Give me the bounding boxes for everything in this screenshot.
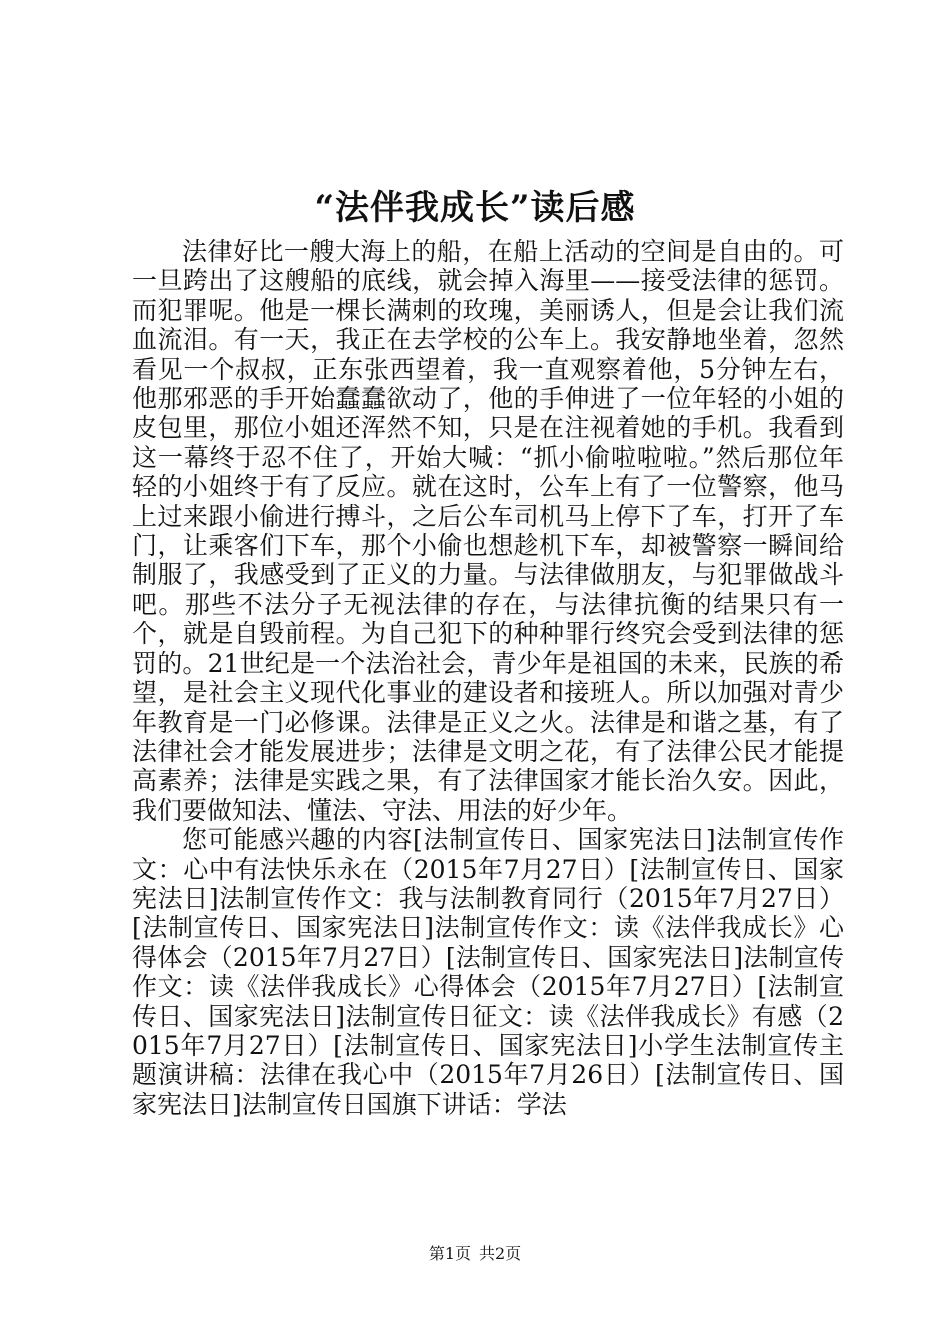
- page-number: 第1页: [428, 1244, 471, 1263]
- document-body: [132, 237, 844, 1119]
- page-footer: [0, 1243, 950, 1265]
- page-total: 共2页: [479, 1244, 522, 1263]
- document-title: “法伴我成长”读后感: [314, 188, 636, 228]
- body-paragraph: 法律好比一艘大海上的船，在船上活动的空间是自由的。可一旦跨出了这艘船的底线，就会掉入海里——接受法律的惩罚。而犯罪呢。他是一棵长满刺的玫瑰，美丽诱人，但是会让我们流血流泪。有一天，我正在去学校的公车上。我安静地坐着，忽然看见一个叔叔，正东张西望着，我一直观察着他，5分钟左右，他那邪恶的手开始蠢蠢欲动了，他的手伸进了一位年轻的小姐的皮包里，那位小姐还浑然不知，只是在注视着她的手机。我看到这一幕终于忍不住了，开始大喊：“抓小偷啦啦啦。”然后那位年轻的小姐终于有了反应。就在这时，公车上有了一位警察，他马上过来跟小偷进行搏斗，之后公车司机马上停下了车，打开了车门，让乘客们下车，那个小偷也想趁机下车，却被警察一瞬间给制服了，我感受到了正义的力量。与法律做朋友，与犯罪做战斗吧。那些不法分子无视法律的存在，与法律抗衡的结果只有一个，就是自毁前程。为自己犯下的种种罪行终究会受到法律的惩罚的。21世纪是一个法治社会，青少年是祖国的未来，民族的希望，是社会主义现代化事业的建设者和接班人。所以加强对青少年教育是一门必修课。法律是正义之火。法律是和谐之基，有了法律社会才能发展进步；法律是文明之花，有了法律公民才能提高素养；法律是实践之果，有了法律国家才能长治久安。因此，我们要做知法、懂法、守法、用法的好少年。: [132, 237, 844, 825]
- related-content-paragraph: 您可能感兴趣的内容[法制宣传日、国家宪法日]法制宣传作文：心中有法快乐永在（2015年7月27日）[法制宣传日、国家宪法日]法制宣传作文：我与法制教育同行（2015年7月27日）[法制宣传日、国家宪法日]法制宣传作文：读《法伴我成长》心得体会（2015年7月27日）[法制宣传日、国家宪法日]法制宣传作文：读《法伴我成长》心得体会（2015年7月27日）[法制宣传日、国家宪法日]法制宣传日征文：读《法伴我成长》有感（2015年7月27日）[法制宣传日、国家宪法日]小学生法制宣传主题演讲稿：法律在我心中（2015年7月26日）[法制宣传日、国家宪法日]法制宣传日国旗下讲话：学法: [132, 825, 844, 1119]
